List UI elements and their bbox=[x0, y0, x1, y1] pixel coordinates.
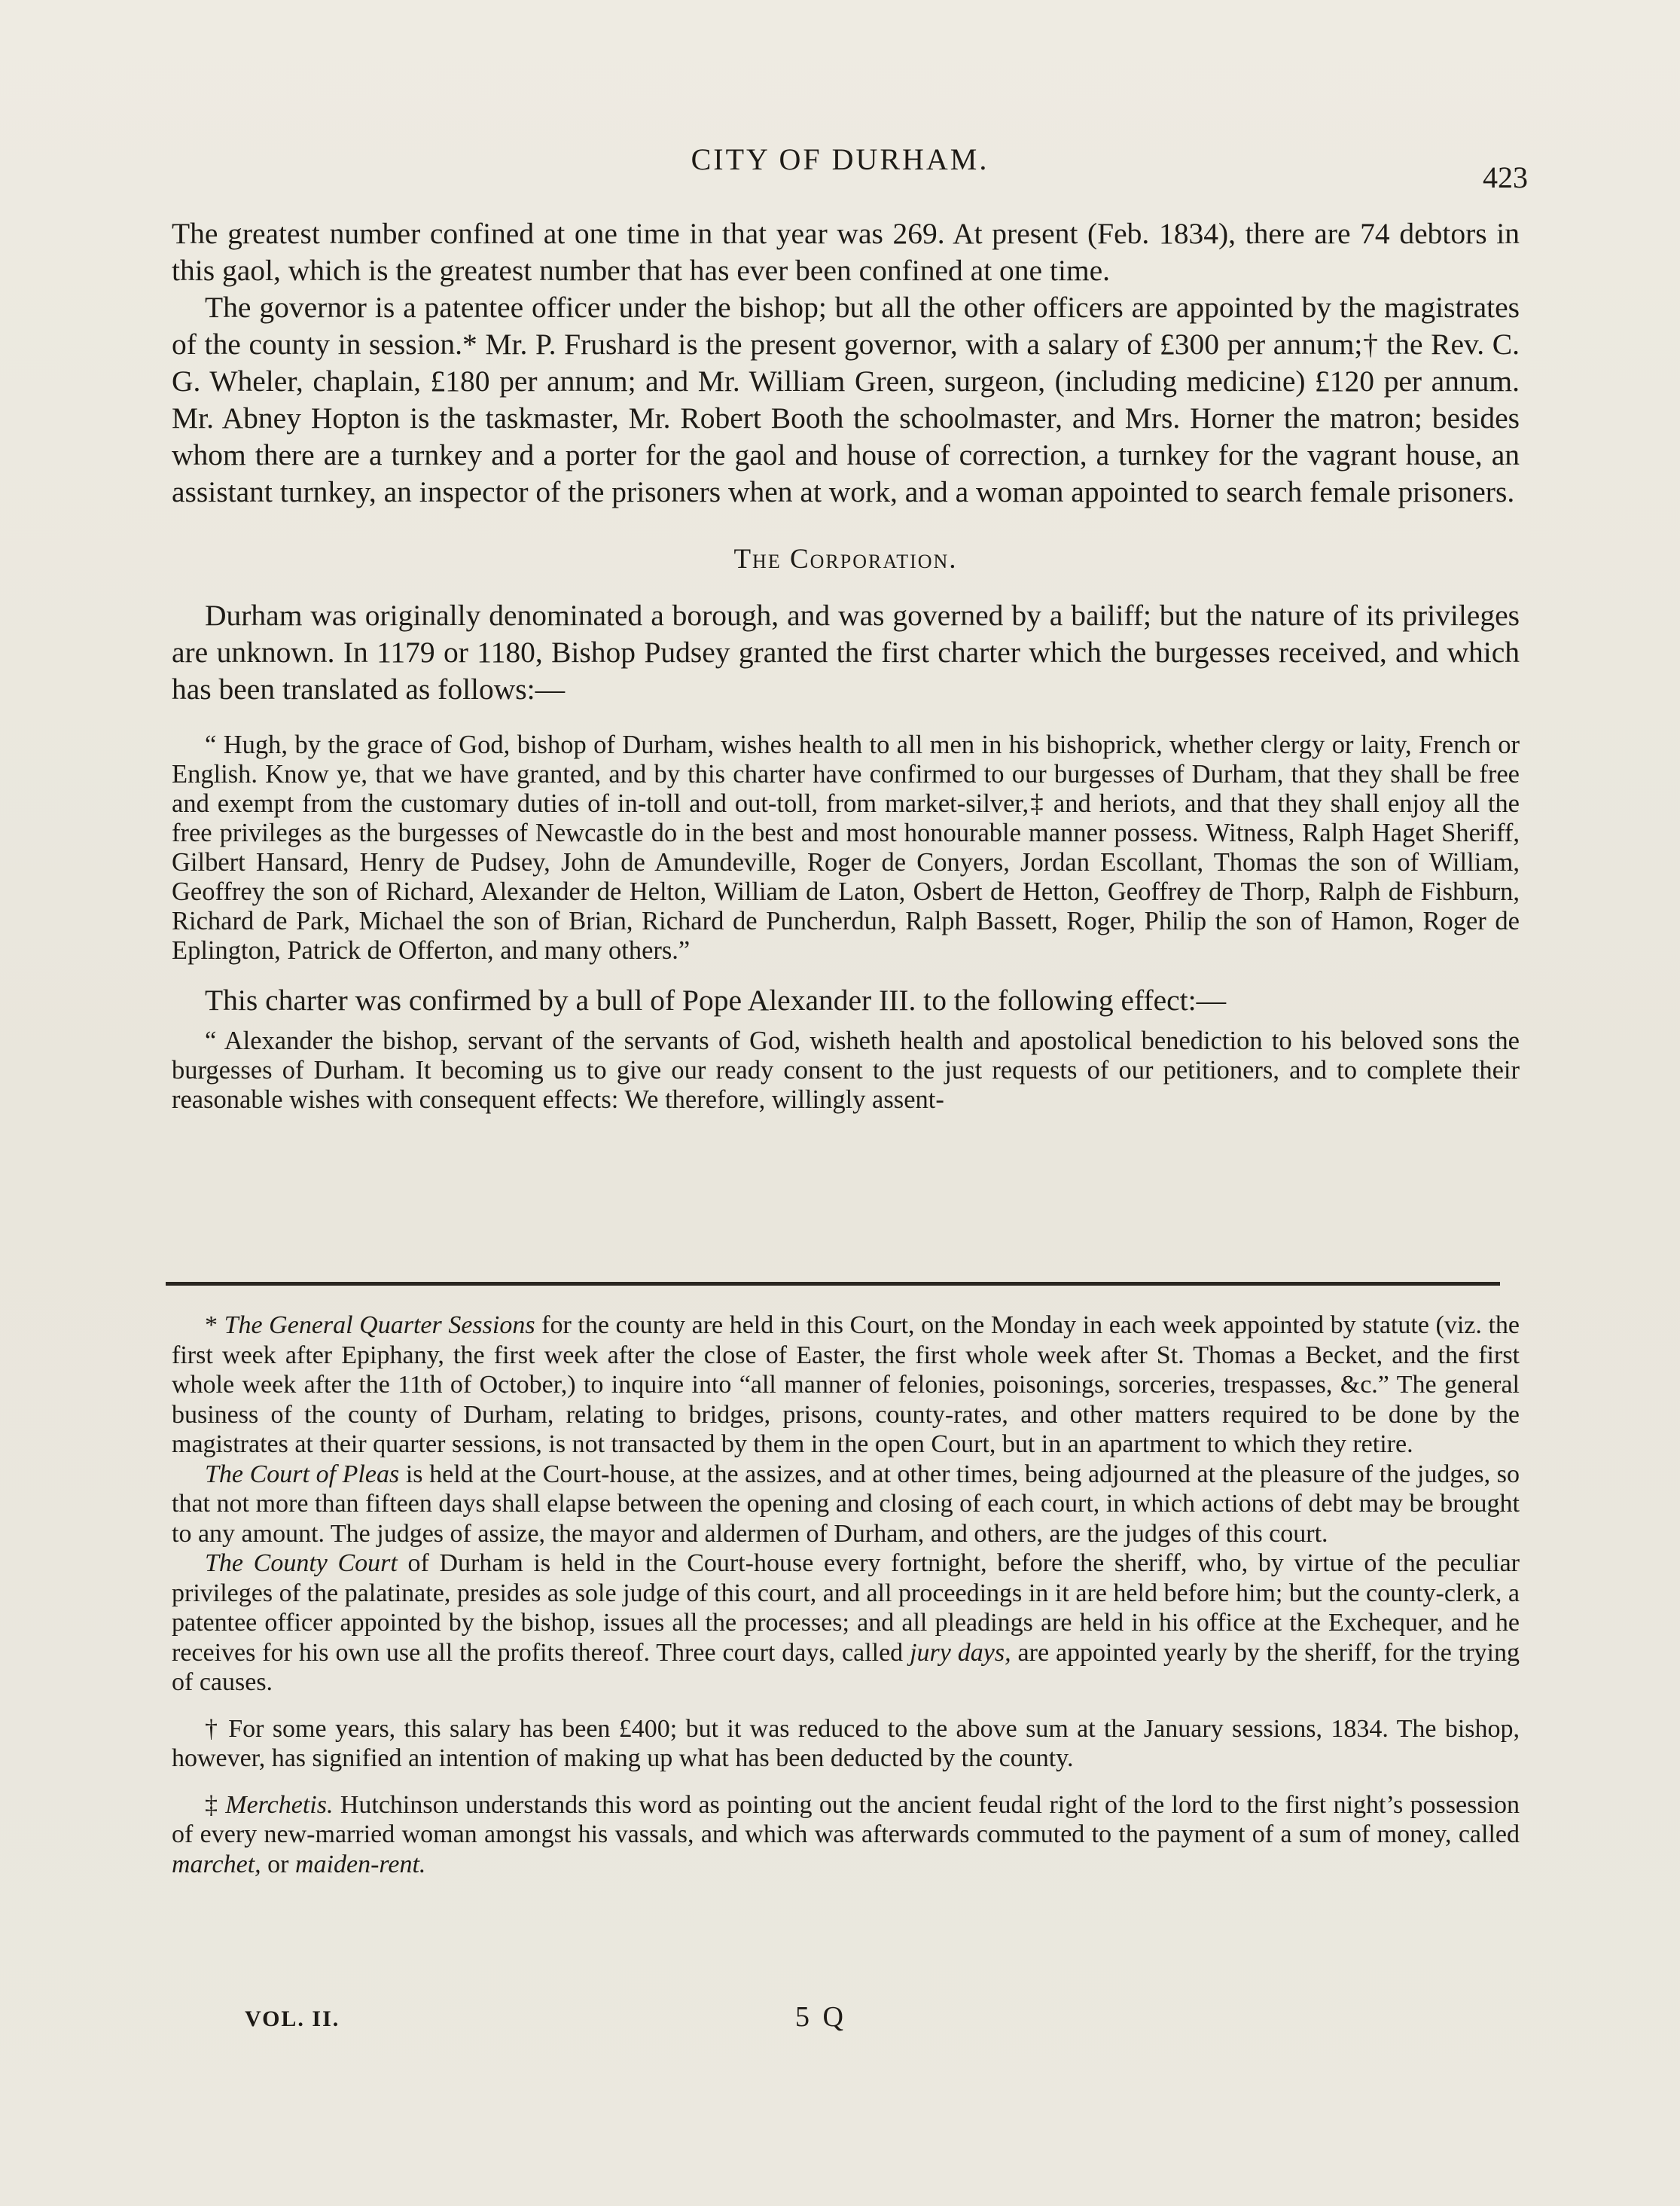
footnote-1b bbox=[172, 1460, 1520, 1549]
footnote-italic: jury days, bbox=[910, 1638, 1011, 1667]
footnote-italic: maiden-rent. bbox=[294, 1850, 426, 1878]
footnote-text: is held at the Court-house, at the assizes, and at other times, being adjourned at the pleasure of the judges, so that not more than fifteen days shall elapse between the opening and closing of each court, in which actions of debt may be brought to any amount. The judges of assize, the mayor and aldermen of Durham, and others, are the judges of this court. bbox=[172, 1460, 1520, 1548]
footnote-text: are appointed yearly by the sheriff, for the trying of causes. bbox=[172, 1638, 1520, 1696]
footnote-divider bbox=[166, 1282, 1500, 1286]
charter-quote: “ Hugh, by the grace of God, bishop of Durham, wishes health to all men in his bishoprick, whether clergy or laity, French or English. Know ye, that we have granted, and by this charter have confirmed to our burgesses of Durham, that they shall be free and exempt from the customary duties of in-toll and out-toll, from market-silver,‡ and heriots, and that they shall enjoy all the free privileges as the burgesses of Newcastle do in the best and most honourable manner possess. Witness, Ralph Haget Sheriff, Gilbert Hansard, Henry de Pudsey, John de Amundeville, Roger de Conyers, Jordan Escollant, Thomas the son of William, Geoffrey the son of Richard, Alexander de Helton, William de Laton, Osbert de Hetton, Geoffrey de Thorp, Ralph de Fishburn, Richard de Park, Michael the son of Brian, Richard de Puncherdun, Ralph Bassett, Roger, Philip the son of Hamon, Roger de Eplington, Patrick de Offerton, and many others.” bbox=[172, 731, 1520, 965]
running-title: CITY OF DURHAM. bbox=[691, 142, 989, 176]
footnote-1c bbox=[172, 1548, 1520, 1698]
paragraph: This charter was confirmed by a bull of Pope Alexander III. to the following effect:— bbox=[205, 984, 1227, 1017]
main-text bbox=[172, 215, 1520, 1131]
signature-mark: 5 Q bbox=[795, 2001, 846, 2033]
page-number: 423 bbox=[1483, 160, 1528, 194]
footnote-2: † For some years, this salary has been £400; but it was reduced to the above sum at the January sessions, 1834. The bishop, however, has signified an intention of making up what has been deducted by the county. bbox=[172, 1714, 1520, 1772]
footnote-text: or bbox=[261, 1850, 295, 1878]
footnotes bbox=[172, 1310, 1520, 1879]
footnote-mark: * bbox=[205, 1311, 224, 1339]
footnote-text: of Durham is held in the Court-house every fortnight, before the sheriff, who, by virtue of the peculiar privileges of the palatinate, presides as sole judge of this court, and all proceedings in it are held before him; but the county-clerk, a patentee officer appointed by the bishop, issues all the processes; and all pleadings are held in his office at the Exchequer, and he receives for his own use all the profits thereof. Three court days, called bbox=[172, 1549, 1520, 1667]
footnote-1 bbox=[172, 1310, 1520, 1460]
paragraph: Durham was originally denominated a borough, and was governed by a bailiff; but the nature of its privileges are unknown. In 1179 or 1180, Bishop Pudsey granted the first charter which the burgesses received, and which has been translated as follows:— bbox=[172, 599, 1520, 706]
volume-label: VOL. II. bbox=[245, 2006, 340, 2031]
footnote-title: The General Quarter Sessions bbox=[224, 1311, 535, 1339]
footnote-title: The County Court bbox=[205, 1549, 398, 1577]
page-header bbox=[0, 142, 1680, 194]
footnote-text: Hutchinson understands this word as pointing out the ancient feudal right of the lord to the first night’s possession of every new-married woman amongst his vassals, and which was afterwards commuted to the payment of a sum of money, called bbox=[172, 1790, 1520, 1848]
footnote-title: The Court of Pleas bbox=[205, 1460, 400, 1488]
footnote-text: for the county are held in this Court, on the Monday in each week appointed by statute (viz. the first week after Epiphany, the first week after the close of Easter, the first whole week after St. Thomas a Becket, and the first whole week after the 11th of October,) to inquire into “all manner of felonies, poisonings, sorceries, trespasses, &c.” The general business of the county of Durham, relating to bridges, prisons, county-rates, and other matters required to be done by the magistrates at their quarter sessions, is not transacted by them in the open Court, but in an apartment to which they retire. bbox=[172, 1311, 1520, 1458]
footnote-title: Merchetis. bbox=[225, 1790, 334, 1819]
paragraph: The greatest number confined at one time in that year was 269. At present (Feb. 1834), there are 74 debtors in this gaol, which is the greatest number that has ever been confined at one time. bbox=[172, 217, 1520, 287]
footnote-mark: ‡ bbox=[205, 1790, 226, 1819]
footnote-3 bbox=[172, 1790, 1520, 1880]
section-heading: The Corporation. bbox=[733, 544, 958, 575]
footnote-italic: marchet, bbox=[172, 1850, 261, 1878]
paragraph: The governor is a patentee officer under the bishop; but all the other officers are appointed by the magistrates of the county in session.* Mr. P. Frushard is the present governor, with a salary of £300 per annum;† the Rev. C. G. Wheler, chaplain, £180 per annum; and Mr. William Green, surgeon, (including medicine) £120 per annum. Mr. Abney Hopton is the taskmaster, Mr. Robert Booth the schoolmaster, and Mrs. Horner the matron; besides whom there are a turnkey and a porter for the gaol and house of correction, a turnkey for the vagrant house, an assistant turnkey, an inspector of the prisoners when at work, and a woman appointed to search female prisoners. bbox=[172, 291, 1520, 508]
bull-quote: “ Alexander the bishop, servant of the servants of God, wisheth health and apostolical benediction to his beloved sons the burgesses of Durham. It becoming us to give our ready consent to the just requests of our petitioners, and to complete their reasonable wishes with consequent effects: We therefore, willingly assent- bbox=[172, 1027, 1520, 1114]
